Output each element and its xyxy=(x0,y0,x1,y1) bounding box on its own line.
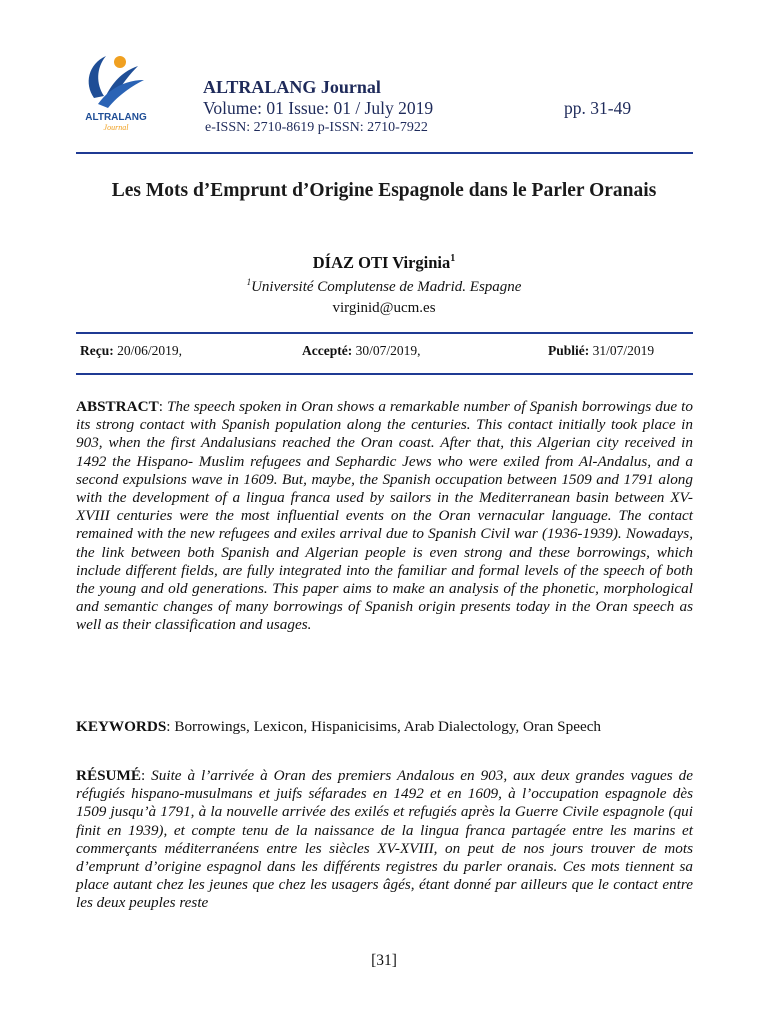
resume: RÉSUMÉ: Suite à l’arrivée à Oran des premiers Andalous en 903, aux deux grandes vagues de réfugiés hispano-musulmans et juifs séfarades en 1492 et en 1609, à l’occupation espagnole dès 1509 jusqu’à 1791, à la nouvelle arrivée des exilés et refugiés après la Guerre Civile espagnole (qui finit en 1939), et compte tenu de la naissance de la lingua franca partagée entre les marins et commerçants méditerranéens entre les siècles XV-XVIII, on peut de nos jours trouver de mots d’emprunt d’origine espagnol dans les différents registres du parler oranais. Ces mots tiennent sa place autant chez les jeunes que chez les usagers âgés, étant donné par ailleurs que le contact entre les deux peuples reste xyxy=(76,767,693,912)
author-email: virginid@ucm.es xyxy=(332,300,436,316)
issn-line: e-ISSN: 2710-8619 p-ISSN: 2710-7922 xyxy=(205,120,428,135)
accepted-label: Accepté: xyxy=(302,343,353,358)
resume-label: RÉSUMÉ xyxy=(76,767,141,784)
journal-name: ALTRALANG Journal xyxy=(203,77,381,97)
author-name xyxy=(0,253,768,273)
keywords: KEYWORDS: Borrowings, Lexicon, Hispanicisims, Arab Dialectology, Oran Speech xyxy=(76,718,602,735)
affiliation-footnote-mark: 1 xyxy=(246,277,252,287)
abstract: ABSTRACT: The speech spoken in Oran shows a remarkable number of Spanish borrowings due to its strong contact with Spanish population along the centuries. This contact initially took place in 903, when the first Andalusians reached the Oran coast. After that, this Algerian city received in 1492 the Hispano- Muslim refugees and Sephardic Jews who were exiled from Al-Andalus, and a second expulsions wave in 1609. But, maybe, the Spanish occupation between 1509 and 1791 along with the development of a lingua franca used by sailors in the Mediterranean basin between XV-XVIII centuries were the most influential events on the Oran vernacular language. The contact remained with the new refugees and exiles arrival due to Spanish Civil war (1936-1939). Nowadays, the link between both Spanish and Algerian people is even strong and these borrowings, which include different fields, are fully integrated into the familiar and formal levels of the speech of both the young and old generations. This paper aims to make an analysis of the phonetic, morphological and semantic changes of many borrowings of Spanish origin presents today in the Oran speech as well as their classification and usages. xyxy=(76,398,693,634)
journal-logo xyxy=(80,50,152,132)
logo-text: ALTRALANG xyxy=(85,112,147,123)
abstract-label: ABSTRACT xyxy=(76,398,159,415)
page-number: [31] xyxy=(371,952,397,969)
accepted-date xyxy=(302,343,420,359)
dates-bottom-rule xyxy=(76,373,693,375)
resume-text: Suite à l’arrivée à Oran des premiers Andalous en 903, aux deux grandes vagues de réfugiés hispano-musulmans et juifs séfarades en 1492 et en 1609, à l’occupation espagnole dès 1509 jusqu’à 1791, à la nouvelle arrivée des exilés et refugiés après la Guerre Civile espagnole (qui finit en 1939), et compte tenu de la naissance de la lingua franca partagée entre les marins et commerçants méditerranéens entre les siècles XV-XVIII, on peut de nos jours trouver de mots d’emprunt d’origine espagnol dans les différents registres du parler oranais. Ces mots tiennent sa place autant chez les jeunes que chez les usagers âgés, étant donné par ailleurs que le contact entre les deux peuples reste xyxy=(76,767,693,912)
received-label: Reçu: xyxy=(80,343,114,358)
header-rule xyxy=(76,152,693,154)
published-date xyxy=(548,343,654,359)
affiliation-text: Université Complutense de Madrid. Espagne xyxy=(251,279,522,295)
abstract-text: The speech spoken in Oran shows a remarkable number of Spanish borrowings due to its strong contact with Spanish population along the centuries. This contact initially took place in 903, when the first Andalusians reached the Oran coast. After that, this Algerian city received in 1492 the Hispano- Muslim refugees and Sephardic Jews who were exiled from Al-Andalus, and a second expulsions wave in 1609. But, maybe, the Spanish occupation between 1509 and 1791 along with the development of a lingua franca used by sailors in the Mediterranean basin between XV-XVIII centuries were the most influential events on the Oran vernacular language. The contact remained with the new refugees and exiles arrival due to Spanish Civil war (1936-1939). Nowadays, the link between both Spanish and Algerian people is even strong and these borrowings, which include different fields, are fully integrated into the familiar and formal levels of the speech of both the young and old generations. This paper aims to make an analysis of the phonetic, morphological and semantic changes of many borrowings of Spanish origin presents today in the Oran speech as well as their classification and usages. xyxy=(76,398,693,634)
issue-line: Volume: 01 Issue: 01 / July 2019 xyxy=(203,98,434,118)
published-label: Publié: xyxy=(548,343,590,358)
accepted-value: 30/07/2019, xyxy=(355,343,421,358)
keywords-label: KEYWORDS xyxy=(76,718,167,735)
keywords-text: Borrowings, Lexicon, Hispanicisims, Arab Dialectology, Oran Speech xyxy=(174,718,602,735)
published-value: 31/07/2019 xyxy=(592,343,655,358)
author-text: DÍAZ OTI Virginia xyxy=(312,253,451,272)
article-title: Les Mots d’Emprunt d’Origine Espagnole dans le Parler Oranais xyxy=(111,180,657,201)
received-date xyxy=(80,343,182,359)
affiliation xyxy=(0,277,768,296)
page-range: pp. 31-49 xyxy=(564,98,632,118)
dates-top-rule xyxy=(76,332,693,334)
author-footnote-mark: 1 xyxy=(450,253,456,264)
received-value: 20/06/2019, xyxy=(117,343,183,358)
logo-subtext: Journal xyxy=(103,123,129,132)
